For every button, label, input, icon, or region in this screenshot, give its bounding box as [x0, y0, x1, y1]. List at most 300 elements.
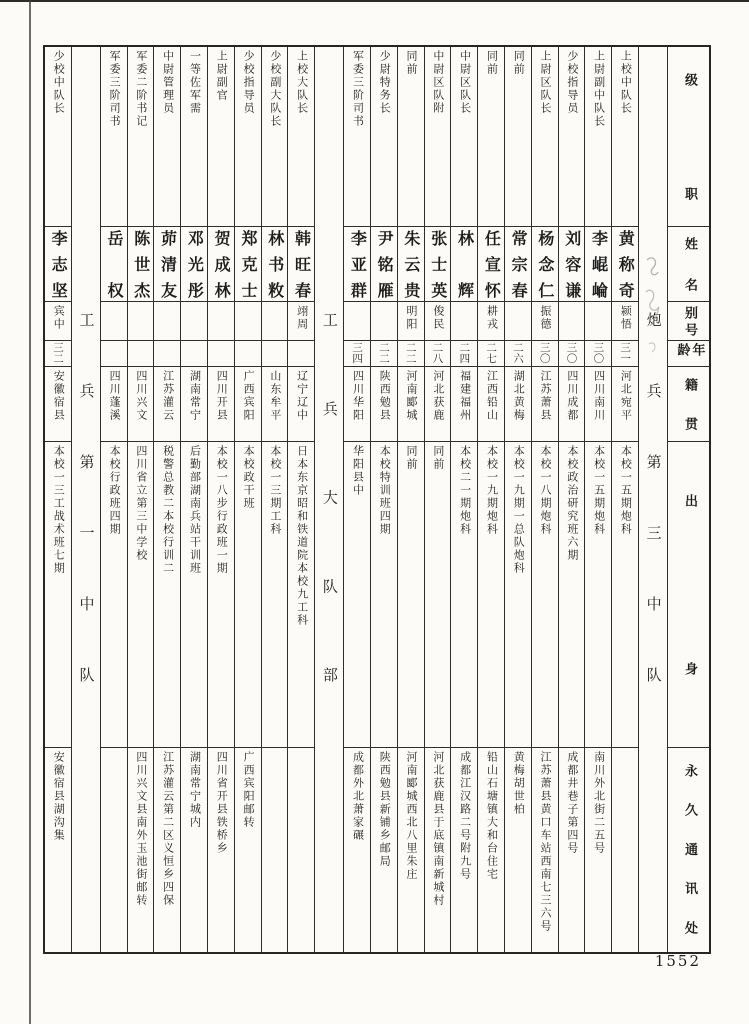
- name-value: 郑克士: [238, 230, 258, 298]
- cell-origin: [532, 367, 558, 442]
- background-value: 四川省立第三中学校: [134, 445, 148, 562]
- cell-rank: [478, 47, 504, 227]
- person-column: [343, 47, 370, 952]
- cell-background: [451, 442, 477, 748]
- cell-alias: [585, 302, 611, 341]
- cell-rank: [612, 47, 638, 227]
- cell-origin: [181, 367, 207, 442]
- cell-address: [288, 748, 314, 952]
- cell-age: [559, 341, 585, 367]
- name-value: 任宣怀: [482, 230, 502, 298]
- cell-rank: [45, 47, 71, 227]
- alias-value: 明阳: [405, 305, 419, 331]
- origin-value: 河北获鹿: [431, 370, 445, 422]
- name-value: 尹铭雁: [375, 230, 395, 298]
- name-value: 杨念仁: [535, 230, 555, 298]
- address-value: 黄梅胡世柏: [512, 751, 526, 816]
- person-column: [370, 47, 397, 952]
- person-column: [397, 47, 424, 952]
- section-title: 工兵大队部: [320, 312, 339, 682]
- person-column: [424, 47, 451, 952]
- name-value: 林书敉: [265, 230, 285, 298]
- address-value: 四川省开县铁桥乡: [215, 751, 229, 855]
- cell-alias: [101, 302, 127, 341]
- cell-age: [451, 341, 477, 367]
- header-origin-cell: [668, 367, 709, 442]
- rank-value: 少校副大队长: [268, 50, 282, 128]
- rank-value: 中尉区队长: [458, 50, 472, 115]
- cell-rank: [451, 47, 477, 227]
- cell-origin: [585, 367, 611, 442]
- cell-origin: [478, 367, 504, 442]
- cell-address: [235, 748, 261, 952]
- cell-name: [451, 227, 477, 302]
- background-value: 本校政治研究班六期: [565, 445, 579, 562]
- name-value: 常宗春: [509, 230, 529, 298]
- header-rank-label: 级职: [681, 73, 697, 200]
- cell-rank: [154, 47, 180, 227]
- background-value: 本校二一期炮科: [458, 445, 472, 536]
- cell-background: [288, 442, 314, 748]
- cell-age: [101, 341, 127, 367]
- cell-background: [181, 442, 207, 748]
- cell-age: [612, 341, 638, 367]
- person-column: [558, 47, 585, 952]
- scan-artifact-left-line: [29, 0, 31, 1024]
- origin-value: 四川兴文: [134, 370, 148, 422]
- header-rank-cell: [668, 47, 709, 227]
- cell-rank: [398, 47, 424, 227]
- cell-address: [425, 748, 451, 952]
- cell-address: [128, 748, 154, 952]
- header-address-cell: [668, 748, 709, 952]
- person-column: [180, 47, 207, 952]
- cell-address: [181, 748, 207, 952]
- address-value: 河南郾城西北八里朱庄: [405, 751, 419, 881]
- person-column: [100, 47, 127, 952]
- address-value: 铅山石塘镇大和台住宅: [485, 751, 499, 881]
- address-value: 陕西勉县新铺乡邮局: [378, 751, 392, 868]
- origin-value: 江苏萧县: [539, 370, 553, 422]
- background-value: 税警总教二本校行训二: [161, 445, 175, 575]
- name-value: 韩旺春: [292, 230, 312, 298]
- rank-value: 少尉特务长: [378, 50, 392, 115]
- origin-value: 河南郾城: [405, 370, 419, 422]
- cell-origin: [208, 367, 234, 442]
- cell-background: [612, 442, 638, 748]
- cell-name: [262, 227, 288, 302]
- cell-age: [505, 341, 531, 367]
- cell-name: [505, 227, 531, 302]
- age-value: 二八: [431, 342, 444, 364]
- name-value: 岳权: [104, 230, 124, 298]
- section-column: [314, 47, 343, 952]
- background-value: 后勤部湖南兵站干训班: [188, 445, 202, 575]
- cell-background: [532, 442, 558, 748]
- rank-value: 少校指导员: [242, 50, 256, 115]
- age-value: 二七: [485, 342, 498, 364]
- background-value: 本校一八期炮科: [539, 445, 553, 536]
- cell-age: [262, 341, 288, 367]
- cell-age: [208, 341, 234, 367]
- person-column: [127, 47, 154, 952]
- section-column: [638, 47, 667, 952]
- name-value: 刘容谦: [562, 230, 582, 298]
- cell-address: [559, 748, 585, 952]
- cell-address: [505, 748, 531, 952]
- cell-name: [181, 227, 207, 302]
- alias-value: 振德: [539, 305, 553, 331]
- background-value: 本校一五期炮科: [619, 445, 633, 536]
- cell-age: [344, 341, 370, 367]
- cell-rank: [344, 47, 370, 227]
- cell-origin: [612, 367, 638, 442]
- rank-value: 同前: [405, 50, 419, 76]
- cell-name: [208, 227, 234, 302]
- cell-address: [208, 748, 234, 952]
- cell-origin: [371, 367, 397, 442]
- rank-value: 上校中队长: [619, 50, 633, 115]
- address-value: 湖南常宁城内: [188, 751, 202, 829]
- origin-value: 四川蓬溪: [108, 370, 122, 422]
- cell-rank: [425, 47, 451, 227]
- roster-table: [43, 45, 711, 954]
- alias-value: 宾中: [52, 305, 66, 331]
- cell-rank: [371, 47, 397, 227]
- cell-name: [45, 227, 71, 302]
- cell-rank: [505, 47, 531, 227]
- address-value: 河北获鹿县于底镇南新城村: [431, 751, 445, 907]
- cell-background: [45, 442, 71, 748]
- address-value: 成都江汉路二号附九号: [458, 751, 472, 881]
- cell-origin: [235, 367, 261, 442]
- cell-age: [181, 341, 207, 367]
- background-value: 华阳县中: [351, 445, 365, 497]
- cell-background: [128, 442, 154, 748]
- header-alias-cell: [668, 302, 709, 341]
- cell-background: [478, 442, 504, 748]
- page-number: 1552: [654, 952, 701, 970]
- age-value: 三四: [351, 342, 364, 364]
- rank-value: 上尉副中队长: [592, 50, 606, 128]
- header-origin-label: 籍贯: [681, 378, 697, 430]
- background-value: 本校一五期炮科: [592, 445, 606, 536]
- cell-name: [612, 227, 638, 302]
- cell-alias: [505, 302, 531, 341]
- background-value: 本校一九期一总队炮科: [512, 445, 526, 575]
- person-column: [287, 47, 314, 952]
- address-value: 安徽宿县湖沟集: [52, 751, 66, 842]
- person-column: [450, 47, 477, 952]
- cell-background: [262, 442, 288, 748]
- cell-name: [585, 227, 611, 302]
- origin-value: 福建福州: [458, 370, 472, 422]
- origin-value: 四川华阳: [351, 370, 365, 422]
- cell-background: [371, 442, 397, 748]
- origin-value: 安徽宿县: [52, 370, 66, 422]
- cell-alias: [371, 302, 397, 341]
- rank-value: 一等佐军需: [188, 50, 202, 115]
- background-value: 本校一九期炮科: [485, 445, 499, 536]
- age-value: 三〇: [538, 342, 551, 364]
- rank-value: 中尉区队附: [431, 50, 445, 115]
- origin-value: 湖北黄梅: [512, 370, 526, 422]
- cell-name: [398, 227, 424, 302]
- cell-address: [478, 748, 504, 952]
- cell-address: [612, 748, 638, 952]
- cell-section-title: [72, 47, 100, 952]
- background-value: 同前: [405, 445, 419, 471]
- header-alias-label: 别号: [681, 306, 697, 336]
- cell-alias: [425, 302, 451, 341]
- cell-name: [288, 227, 314, 302]
- origin-value: 江苏灌云: [161, 370, 175, 422]
- address-value: 南川外北街二五号: [592, 751, 606, 855]
- name-value: 朱云贵: [401, 230, 421, 298]
- alias-value: 耕戎: [485, 305, 499, 331]
- person-column: [234, 47, 261, 952]
- alias-value: 翊周: [295, 305, 309, 331]
- handwritten-annotation: [641, 252, 665, 364]
- cell-rank: [208, 47, 234, 227]
- section-title: 炮兵第三中队: [644, 312, 663, 682]
- cell-alias: [478, 302, 504, 341]
- cell-origin: [451, 367, 477, 442]
- rank-value: 军委三阶司书: [351, 50, 365, 128]
- cell-rank: [262, 47, 288, 227]
- cell-origin: [505, 367, 531, 442]
- rank-value: 少校中队长: [52, 50, 66, 115]
- name-value: 陈世杰: [131, 230, 151, 298]
- cell-background: [235, 442, 261, 748]
- cell-alias: [451, 302, 477, 341]
- age-value: 三〇: [592, 342, 605, 364]
- cell-alias: [154, 302, 180, 341]
- person-column: [45, 47, 71, 952]
- cell-age: [585, 341, 611, 367]
- cell-name: [478, 227, 504, 302]
- background-value: 同前: [431, 445, 445, 471]
- age-value: 三〇: [565, 342, 578, 364]
- cell-alias: [559, 302, 585, 341]
- cell-alias: [45, 302, 71, 341]
- cell-rank: [532, 47, 558, 227]
- cell-origin: [398, 367, 424, 442]
- cell-rank: [559, 47, 585, 227]
- cell-name: [425, 227, 451, 302]
- cell-alias: [398, 302, 424, 341]
- cell-background: [101, 442, 127, 748]
- header-age-cell: [668, 341, 709, 367]
- cell-alias: [612, 302, 638, 341]
- cell-alias: [344, 302, 370, 341]
- cell-background: [154, 442, 180, 748]
- section-column: [71, 47, 100, 952]
- cell-alias: [208, 302, 234, 341]
- origin-value: 河北宛平: [619, 370, 633, 422]
- name-value: 黄称奇: [616, 230, 636, 298]
- person-column: [261, 47, 288, 952]
- cell-origin: [101, 367, 127, 442]
- cell-background: [398, 442, 424, 748]
- origin-value: 四川南川: [592, 370, 606, 422]
- cell-origin: [344, 367, 370, 442]
- table-header-column: [667, 47, 709, 952]
- cell-alias: [235, 302, 261, 341]
- rank-value: 同前: [512, 50, 526, 76]
- address-value: 成都井巷子第四号: [565, 751, 579, 855]
- cell-age: [128, 341, 154, 367]
- person-column: [504, 47, 531, 952]
- cell-background: [344, 442, 370, 748]
- cell-age: [371, 341, 397, 367]
- cell-name: [344, 227, 370, 302]
- cell-age: [45, 341, 71, 367]
- person-column: [477, 47, 504, 952]
- cell-rank: [235, 47, 261, 227]
- cell-name: [128, 227, 154, 302]
- name-value: 李崐崘: [589, 230, 609, 298]
- age-value: 三二: [51, 342, 64, 364]
- rank-value: 军委二阶书记: [134, 50, 148, 128]
- cell-alias: [128, 302, 154, 341]
- cell-address: [154, 748, 180, 952]
- cell-name: [559, 227, 585, 302]
- name-value: 李亚群: [348, 230, 368, 298]
- cell-name: [101, 227, 127, 302]
- origin-value: 四川开县: [215, 370, 229, 422]
- background-value: 本校行政班四期: [108, 445, 122, 536]
- rank-value: 上尉区队长: [539, 50, 553, 115]
- address-value: 江苏萧县黄口车站西南七三六号: [539, 751, 553, 933]
- cell-age: [288, 341, 314, 367]
- cell-age: [154, 341, 180, 367]
- cell-rank: [181, 47, 207, 227]
- header-background-label: 出身: [681, 494, 697, 675]
- origin-value: 江西铅山: [485, 370, 499, 422]
- header-age-label: 年龄: [674, 343, 705, 356]
- person-column: [611, 47, 638, 952]
- cell-alias: [532, 302, 558, 341]
- alias-value: 俊民: [431, 305, 445, 331]
- rank-value: 军委三阶司书: [108, 50, 122, 128]
- background-value: 日本东京昭和铁道院本校九工科: [295, 445, 309, 627]
- cell-alias: [288, 302, 314, 341]
- cell-age: [235, 341, 261, 367]
- background-value: 本校一三工战术班七期: [52, 445, 66, 575]
- alias-value: 颍悟: [619, 305, 633, 331]
- name-value: 张士英: [428, 230, 448, 298]
- name-value: 贺成林: [212, 230, 232, 298]
- address-value: 江苏灌云第二区义恒乡四保: [161, 751, 175, 907]
- cell-background: [425, 442, 451, 748]
- cell-section-title: [315, 47, 343, 952]
- origin-value: 湖南常宁: [188, 370, 202, 422]
- cell-address: [398, 748, 424, 952]
- address-value: 广西宾阳邮转: [242, 751, 256, 829]
- cell-origin: [154, 367, 180, 442]
- cell-address: [371, 748, 397, 952]
- cell-address: [101, 748, 127, 952]
- address-value: 四川兴文县南外玉池街邮转: [134, 751, 148, 907]
- origin-value: 山东牟平: [268, 370, 282, 422]
- background-value: 本校一八步行政班一期: [215, 445, 229, 575]
- age-value: 二二: [377, 342, 390, 364]
- cell-origin: [45, 367, 71, 442]
- rank-value: 中尉管理员: [161, 50, 175, 115]
- cell-origin: [128, 367, 154, 442]
- name-value: 邓光彤: [185, 230, 205, 298]
- cell-name: [371, 227, 397, 302]
- name-value: 李志坚: [49, 230, 69, 298]
- cell-origin: [559, 367, 585, 442]
- cell-address: [585, 748, 611, 952]
- cell-name: [154, 227, 180, 302]
- address-value: 成都外北萧家碾: [351, 751, 365, 842]
- background-value: 本校一三期工科: [268, 445, 282, 536]
- person-column: [531, 47, 558, 952]
- cell-origin: [288, 367, 314, 442]
- cell-name: [235, 227, 261, 302]
- person-column: [584, 47, 611, 952]
- name-value: 林辉: [455, 230, 475, 298]
- cell-origin: [262, 367, 288, 442]
- cell-background: [585, 442, 611, 748]
- cell-origin: [425, 367, 451, 442]
- person-column: [207, 47, 234, 952]
- cell-background: [208, 442, 234, 748]
- rank-value: 少校指导员: [565, 50, 579, 115]
- section-title: 工兵第一中队: [77, 312, 96, 682]
- origin-value: 四川成都: [565, 370, 579, 422]
- name-value: 茆清友: [158, 230, 178, 298]
- origin-value: 广西宾阳: [242, 370, 256, 422]
- scan-artifact-top-line: [0, 0, 749, 2]
- age-value: 三一: [619, 342, 632, 364]
- cell-age: [425, 341, 451, 367]
- cell-rank: [288, 47, 314, 227]
- cell-age: [398, 341, 424, 367]
- origin-value: 陕西勉县: [378, 370, 392, 422]
- rank-value: 上校大队长: [295, 50, 309, 115]
- cell-address: [532, 748, 558, 952]
- background-value: 本校特训班四期: [378, 445, 392, 536]
- cell-age: [532, 341, 558, 367]
- cell-address: [45, 748, 71, 952]
- rank-value: 上尉副官: [215, 50, 229, 102]
- cell-address: [262, 748, 288, 952]
- cell-alias: [181, 302, 207, 341]
- cell-section-title: [639, 47, 667, 952]
- header-name-label: 姓名: [681, 237, 697, 291]
- person-column: [153, 47, 180, 952]
- cell-rank: [128, 47, 154, 227]
- cell-rank: [585, 47, 611, 227]
- age-value: 二二: [404, 342, 417, 364]
- background-value: 本校政干班: [242, 445, 256, 510]
- cell-background: [559, 442, 585, 748]
- header-name-cell: [668, 227, 709, 302]
- rank-value: 同前: [485, 50, 499, 76]
- cell-address: [451, 748, 477, 952]
- header-address-label: 永久通讯处: [681, 764, 697, 934]
- age-value: 二六: [511, 342, 524, 364]
- cell-name: [532, 227, 558, 302]
- cell-age: [478, 341, 504, 367]
- cell-background: [505, 442, 531, 748]
- age-value: 二四: [458, 342, 471, 364]
- cell-address: [344, 748, 370, 952]
